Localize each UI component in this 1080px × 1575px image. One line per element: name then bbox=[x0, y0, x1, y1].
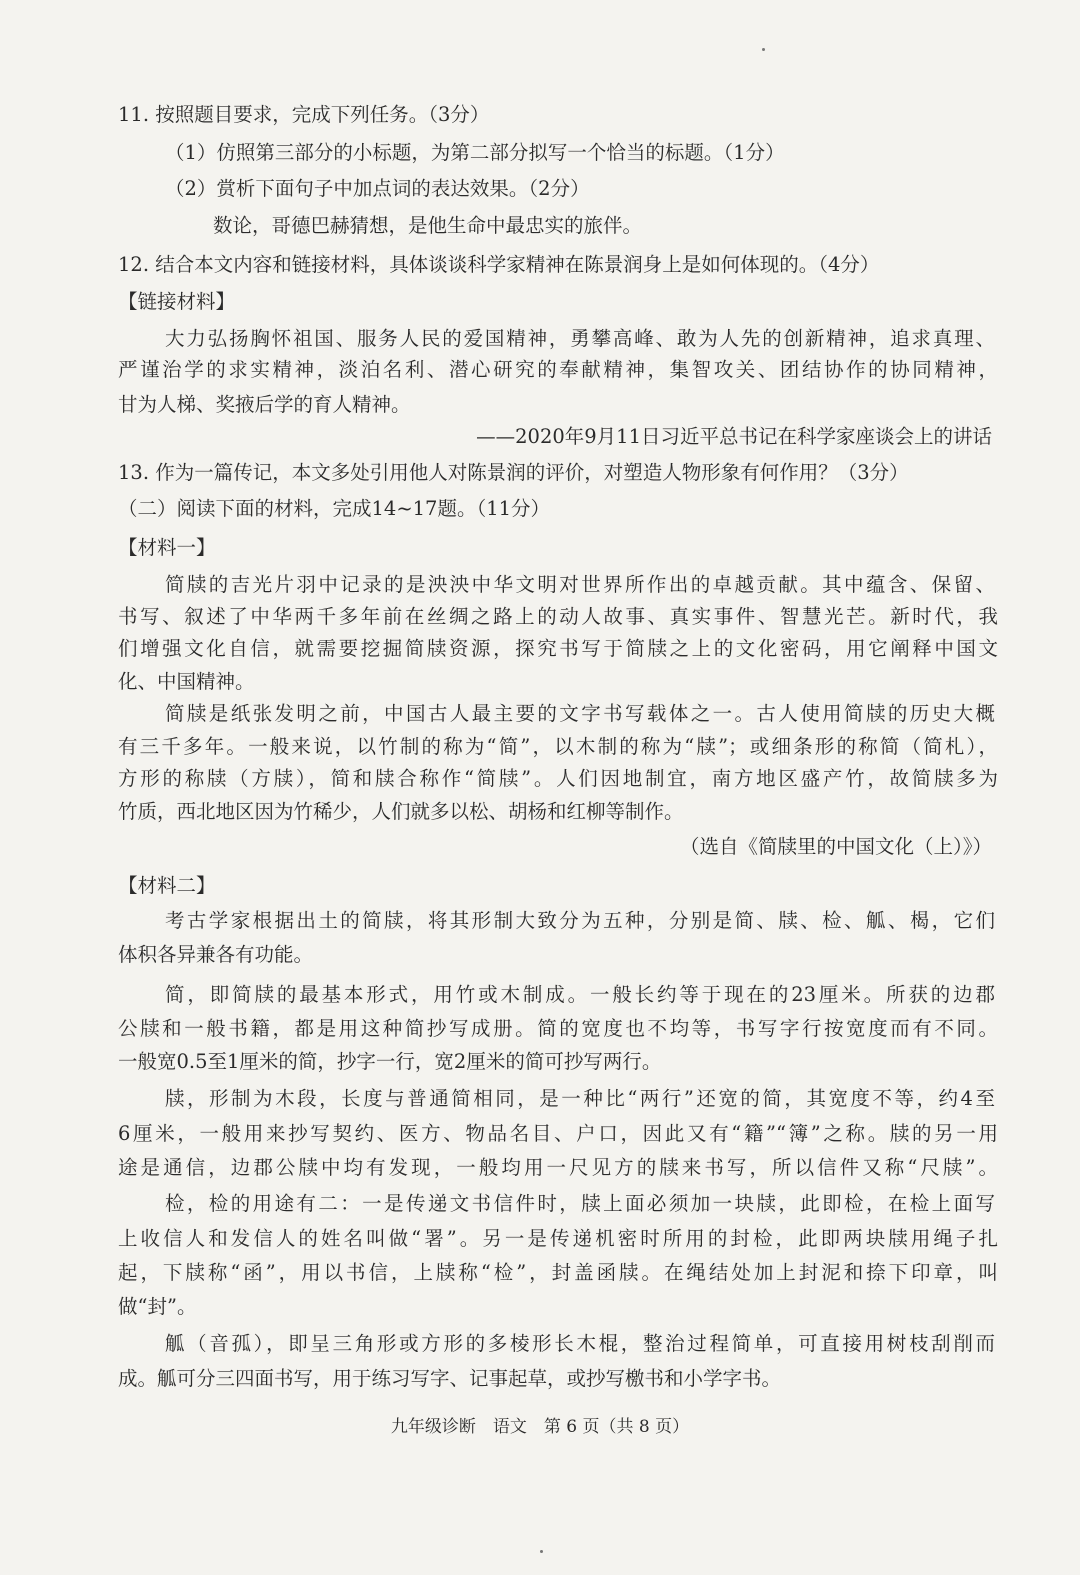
material2-p1-line: 考古学家根据出土的简牍，将其形制大致分为五种，分别是简、牍、检、觚、楬，它们 bbox=[165, 909, 995, 932]
page-footer: 九年级诊断 语文 第 6 页（共 8 页） bbox=[390, 1417, 690, 1437]
material2-p2-line: 简，即简牍的最基本形式，用竹或木制成。一般长约等于现在的23厘米。所获的边郡 bbox=[165, 983, 995, 1006]
material2-p4-line: 起，下牍称“函”，用以书信，上牍称“检”，封盖函牍。在绳结处加上封泥和捺下印章，叫 bbox=[118, 1261, 998, 1284]
link-line: 大力弘扬胸怀祖国、服务人民的爱国精神，勇攀高峰、敢为人先的创新精神，追求真理、 bbox=[165, 327, 995, 350]
material2-p3-line: 牍，形制为木段，长度与普通简相同，是一种比“两行”还宽的简，其宽度不等，约4至 bbox=[165, 1087, 995, 1110]
material2-p4-line: 上收信人和发信人的姓名叫做“署”。另一是传递机密时所用的封检，此即两块牍用绳子扎 bbox=[118, 1227, 998, 1250]
q11-sub1: （1）仿照第三部分的小标题，为第二部分拟写一个恰当的标题。（1分） bbox=[165, 141, 785, 164]
material1-p2-line: 竹质，西北地区因为竹稀少，人们就多以松、胡杨和红柳等制作。 bbox=[118, 800, 684, 823]
material2-p4-line: 做“封”。 bbox=[118, 1295, 197, 1318]
q11-sentence: 数论，哥德巴赫猜想，是他生命中最忠实的旅伴。 bbox=[213, 214, 643, 237]
q12-stem: 12. 结合本文内容和链接材料，具体谈谈科学家精神在陈景润身上是如何体现的。（4分） bbox=[118, 253, 880, 276]
material2-p3-line: 途是通信，边郡公牍中均有发现，一般均用一尺见方的牍来书写，所以信件又称“尺牍”。 bbox=[118, 1156, 998, 1179]
q11-stem: 11. 按照题目要求，完成下列任务。（3分） bbox=[118, 103, 490, 126]
link-line: 严谨治学的求实精神，淡泊名利、潜心研究的奉献精神，集智攻关、团结协作的协同精神， bbox=[118, 358, 998, 381]
material2-p4-line: 检，检的用途有二：一是传递文书信件时，牍上面必须加一块牍，此即检，在检上面写 bbox=[165, 1192, 995, 1215]
material2-p5-line: 觚（音孤），即呈三角形或方形的多棱形长木棍，整治过程简单，可直接用树枝刮削而 bbox=[165, 1332, 995, 1355]
material1-heading: 【材料一】 bbox=[118, 536, 216, 559]
link-line: 甘为人梯、奖掖后学的育人精神。 bbox=[118, 393, 411, 416]
q11-sub2: （2）赏析下面句子中加点词的表达效果。（2分） bbox=[165, 177, 590, 200]
material1-p1-line: 简牍的吉光片羽中记录的是泱泱中华文明对世界所作出的卓越贡献。其中蕴含、保留、 bbox=[165, 573, 995, 596]
q13-stem: 13. 作为一篇传记，本文多处引用他人对陈景润的评价，对塑造人物形象有何作用？（3分） bbox=[118, 461, 909, 484]
material2-p5-line: 成。觚可分三四面书写，用于练习写字、记事起草，或抄写檄书和小学字书。 bbox=[118, 1367, 782, 1390]
material1-p1-line: 书写、叙述了中华两千多年前在丝绸之路上的动人故事、真实事件、智慧光芒。新时代，我 bbox=[118, 605, 998, 628]
scan-speck bbox=[540, 1550, 543, 1553]
material2-p3-line: 6厘米，一般用来抄写契约、医方、物品名目、户口，因此又有“籍”“簿”之称。牍的另一用 bbox=[118, 1122, 998, 1145]
material1-p2-line: 简牍是纸张发明之前，中国古人最主要的文字书写载体之一。古人使用简牍的历史大概 bbox=[165, 702, 995, 725]
material1-p2-line: 方形的称牍（方牍），简和牍合称作“简牍”。人们因地制宜，南方地区盛产竹，故简牍多为 bbox=[118, 767, 998, 790]
material2-p1-line: 体积各异兼各有功能。 bbox=[118, 943, 314, 966]
link-source: ——2020年9月11日习近平总书记在科学家座谈会上的讲话 bbox=[476, 425, 992, 448]
material1-p1-line: 化、中国精神。 bbox=[118, 670, 255, 693]
material2-p2-line: 公牍和一般书籍，都是用这种简抄写成册。简的宽度也不均等，书写字行按宽度而有不同。 bbox=[118, 1017, 998, 1040]
material1-source: （选自《简牍里的中国文化（上）》） bbox=[679, 835, 992, 858]
link-heading: 【链接材料】 bbox=[118, 290, 236, 313]
material1-p1-line: 们增强文化自信，就需要挖掘简牍资源，探究书写于简牍之上的文化密码，用它阐释中国文 bbox=[118, 637, 998, 660]
material2-p2-line: 一般宽0.5至1厘米的简，抄字一行，宽2厘米的简可抄写两行。 bbox=[118, 1050, 662, 1073]
material2-heading: 【材料二】 bbox=[118, 874, 216, 897]
material1-p2-line: 有三千多年。一般来说，以竹制的称为“简”，以木制的称为“牍”；或细条形的称简（简札）， bbox=[118, 735, 998, 758]
scan-speck bbox=[762, 48, 765, 51]
section2-title: （二）阅读下面的材料，完成14~17题。（11分） bbox=[118, 497, 551, 520]
